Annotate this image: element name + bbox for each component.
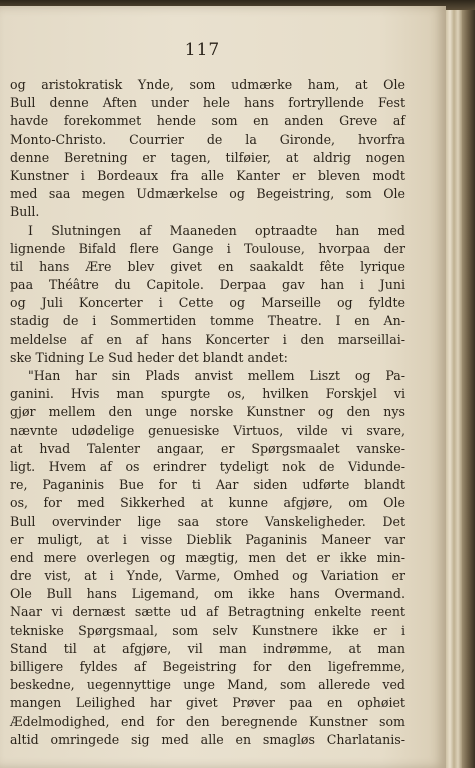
text-line: Bull. [10, 204, 40, 220]
text-line: havde forekommet hende som en anden Greve af [10, 113, 405, 129]
book-spine-shadow [462, 10, 475, 768]
text-line: nævnte udødelige genuesiske Virtuos, vilde vi svare, [10, 422, 405, 438]
text-line: og aristokratisk Ynde, som udmærke ham, at Ole [10, 77, 405, 92]
text-line: gjør mellem den unge norske Kunstner og den nys [10, 404, 405, 420]
text-line: Naar vi dernæst sætte ud af Betragtning enkelte reent [10, 604, 405, 620]
text-line: tekniske Spørgsmaal, som selv Kunstnere ikke er i [10, 622, 405, 638]
text-line: at hvad Talenter angaar, er Spørgsmaalet vanske- [10, 440, 405, 456]
text-line: "Han har sin Plads anvist mellem Liszt og Pa- [28, 368, 405, 383]
text-line: Monto-Christo. Courrier de la Gironde, hvorfra [10, 131, 405, 147]
text-line: I Slutningen af Maaneden optraadte han med [28, 222, 405, 238]
text-line: og Juli Koncerter i Cette og Marseille og fyldte [10, 295, 405, 311]
page-number: 117 [184, 40, 221, 60]
text-line: Ole Bull hans Ligemand, om ikke hans Overmand. [10, 586, 405, 602]
text-line: dre vist, at i Ynde, Varme, Omhed og Variation er [10, 568, 405, 584]
text-line: re, Paganinis Bue for ti Aar siden udførte blandt [10, 477, 405, 493]
text-line: Ædelmodighed, end for den beregnende Kunstner som [10, 713, 405, 729]
text-line: stadig de i Sommertiden tomme Theatre. I en An- [10, 313, 405, 329]
text-line: beskedne, uegennyttige unge Mand, som allerede ved [10, 677, 405, 693]
text-line: ganini. Hvis man spurgte os, hvilken Forskjel vi [10, 386, 405, 402]
text-line: mangen Leilighed har givet Prøver paa en ophøiet [10, 695, 405, 711]
page-edge [454, 10, 462, 768]
text-line: med saa megen Udmærkelse og Begeistring, som Ole [10, 186, 405, 202]
text-line: Stand til at afgjøre, vil man indrømme, at man [10, 640, 405, 656]
text-line: end mere overlegen og mægtig, men det er ikke min- [10, 549, 405, 565]
text-line: Bull overvinder lige saa store Vanskeligheder. Det [10, 513, 405, 529]
text-line: paa Théâtre du Capitole. Derpaa gav han i Juni [10, 277, 405, 293]
text-line: altid omringede sig med alle en smagløs Charlatanis- [10, 731, 405, 747]
text-line: denne Beretning er tagen, tilføier, at aldrig nogen [10, 149, 405, 165]
page-edge [446, 10, 454, 768]
text-line: ske Tidning Le Sud heder det blandt andet: [10, 349, 288, 365]
text-line: os, for med Sikkerhed at kunne afgjøre, om Ole [10, 495, 405, 511]
text-line: til hans Ære blev givet en saakaldt fête lyrique [10, 258, 405, 274]
text-line: meldelse af en af hans Koncerter i den marseillai- [10, 331, 405, 347]
text-line: er muligt, at i visse Dieblik Paganinis Maneer var [10, 531, 405, 547]
text-line: Kunstner i Bordeaux fra alle Kanter er bleven modt [10, 167, 405, 183]
text-line: billigere fyldes af Begeistring for den ligefremme, [10, 659, 405, 674]
text-line: ligt. Hvem af os erindrer tydeligt nok de Vidunde- [10, 458, 405, 474]
body-text [10, 76, 405, 749]
text-line: lignende Bifald flere Gange i Toulouse, hvorpaa der [10, 240, 405, 256]
text-line: Bull denne Aften under hele hans fortryllende Fest [10, 95, 405, 111]
